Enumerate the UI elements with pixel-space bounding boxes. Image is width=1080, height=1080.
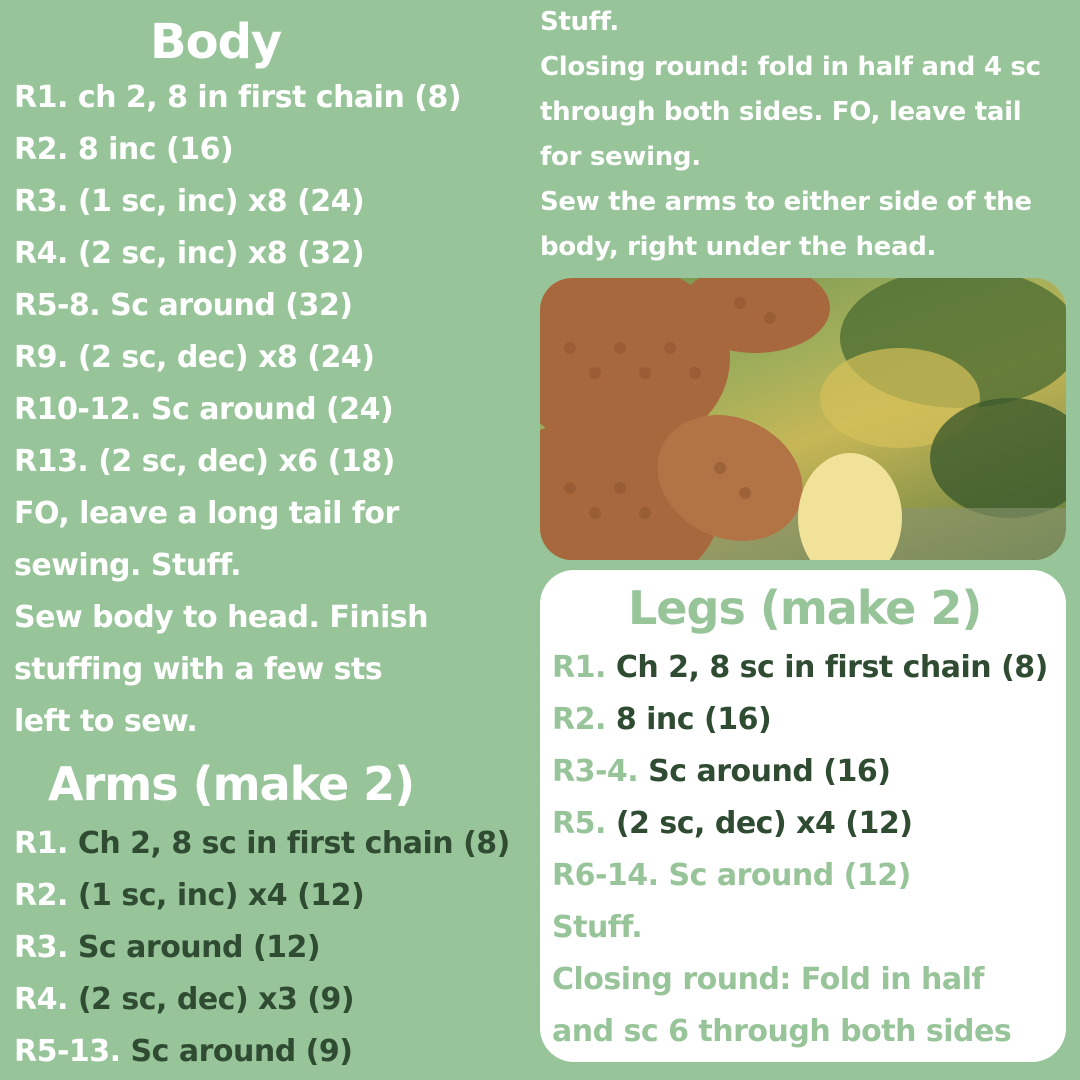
legs-row-text: 8 inc (16) [615, 702, 772, 737]
body-line: stuffing with a few sts [14, 652, 383, 687]
body-line: R5-8. Sc around (32) [14, 288, 353, 323]
body-line: R4. (2 sc, inc) x8 (32) [14, 236, 365, 271]
arms-row [14, 974, 354, 1026]
arms-row-label: R3. [14, 930, 68, 965]
legs-row [552, 850, 911, 902]
arms-continued-line: through both sides. FO, leave tail [540, 97, 1022, 127]
legs-row [552, 642, 1048, 694]
arms-continued-line: body, right under the head. [540, 232, 937, 262]
body-line: R3. (1 sc, inc) x8 (24) [14, 184, 365, 219]
legs-row [552, 746, 890, 798]
body-line: left to sew. [14, 704, 198, 739]
arms-continued-line: Sew the arms to either side of the [540, 187, 1032, 217]
body-line: R13. (2 sc, dec) x6 (18) [14, 444, 395, 479]
body-line: R2. 8 inc (16) [14, 132, 234, 167]
arms-row-text: Sc around (12) [77, 930, 321, 965]
arms-row-text: Sc around (9) [130, 1034, 353, 1069]
legs-row-text: Sc around (16) [648, 754, 891, 789]
body-line: R10-12. Sc around (24) [14, 392, 394, 427]
arms-row-text: Ch 2, 8 sc in first chain (8) [77, 826, 510, 861]
arms-row-text: (2 sc, dec) x3 (9) [77, 982, 355, 1017]
arms-continued-line: for sewing. [540, 142, 701, 172]
legs-row-label: R6-14. [552, 858, 659, 893]
legs-row-label: R5. [552, 806, 606, 841]
body-heading: Body [150, 14, 282, 70]
body-line: R9. (2 sc, dec) x8 (24) [14, 340, 375, 375]
arms-row [14, 922, 320, 974]
legs-row [552, 798, 912, 850]
arms-continued-line: Closing round: fold in half and 4 sc [540, 52, 1041, 82]
arms-row-label: R1. [14, 826, 68, 861]
body-line: R1. ch 2, 8 in first chain (8) [14, 80, 462, 115]
plush-photo [540, 278, 1066, 560]
legs-heading: Legs (make 2) [628, 581, 982, 635]
legs-row-label: R2. [552, 702, 606, 737]
legs-card [540, 570, 1066, 1062]
arms-row [14, 870, 364, 922]
legs-extra-line: and sc 6 through both sides [552, 1014, 1012, 1049]
body-line: FO, leave a long tail for [14, 496, 399, 531]
legs-row-label: R1. [552, 650, 606, 685]
legs-row-text: (2 sc, dec) x4 (12) [615, 806, 913, 841]
legs-row [552, 694, 771, 746]
legs-row-text: Ch 2, 8 sc in first chain (8) [615, 650, 1048, 685]
body-line: sewing. Stuff. [14, 548, 242, 583]
arms-heading: Arms (make 2) [48, 757, 415, 811]
legs-row-text: Sc around (12) [668, 858, 911, 893]
arms-row-label: R4. [14, 982, 68, 1017]
body-line: Sew body to head. Finish [14, 600, 428, 635]
legs-extra-line: Stuff. [552, 910, 643, 945]
plush-photo-illustration [540, 278, 1066, 560]
arms-row-label: R5-13. [14, 1034, 121, 1069]
arms-row-text: (1 sc, inc) x4 (12) [77, 878, 365, 913]
arms-row-label: R2. [14, 878, 68, 913]
legs-row-label: R3-4. [552, 754, 639, 789]
legs-extra-line: Closing round: Fold in half [552, 962, 984, 997]
arms-continued-line: Stuff. [540, 7, 619, 37]
arms-row [14, 1026, 352, 1078]
arms-row [14, 818, 510, 870]
